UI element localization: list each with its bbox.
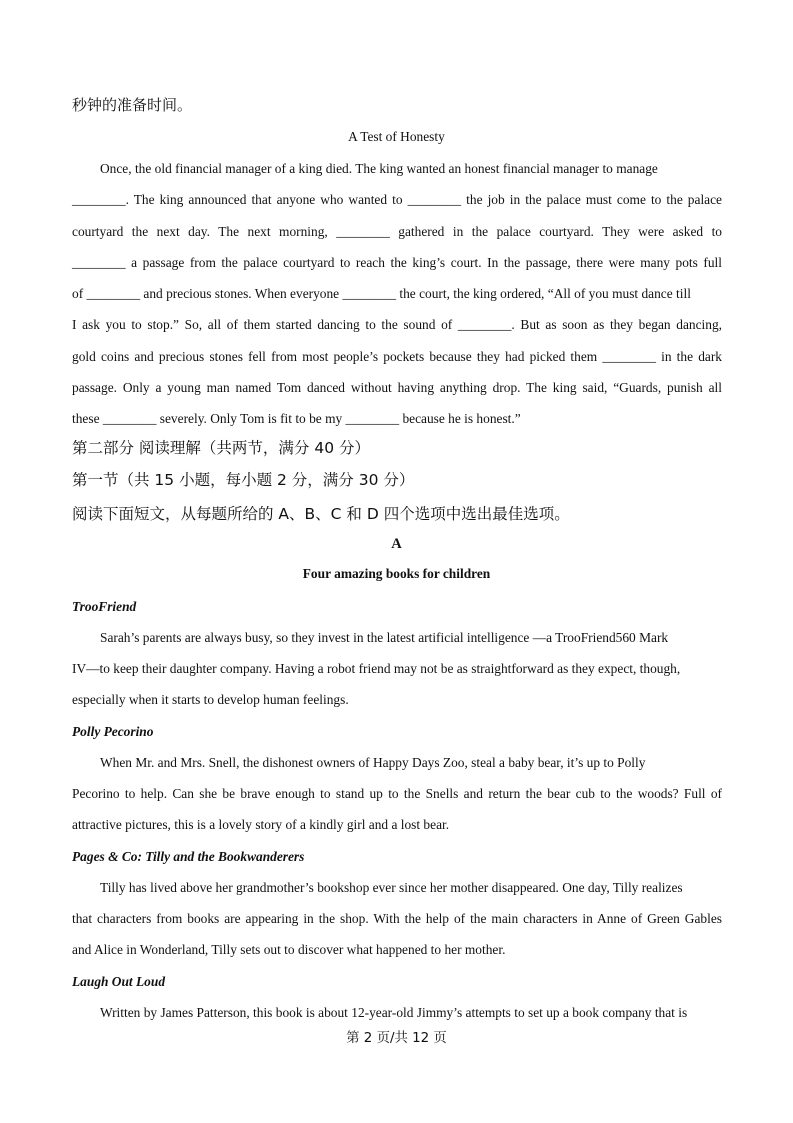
book-title: TrooFriend: [72, 599, 137, 614]
book-desc-line: especially when it starts to develop human feelings.: [72, 692, 349, 707]
book-desc-line: When Mr. and Mrs. Snell, the dishonest owners of Happy Days Zoo, steal a baby bear, it’s up to Polly: [100, 755, 646, 770]
intro-tail-text: 秒钟的准备时间。: [72, 96, 193, 114]
book-title: Polly Pecorino: [72, 724, 154, 739]
book-desc-line: that characters from books are appearing in the shop. With the help of the main characters in Anne of Green Gables: [72, 911, 722, 926]
book-desc-line: Tilly has lived above her grandmother’s bookshop ever since her mother disappeared. One day, Tilly realizes: [100, 880, 683, 895]
book-desc-line: attractive pictures, this is a lovely story of a kindly girl and a lost bear.: [72, 817, 450, 832]
book-title: Pages & Co: Tilly and the Bookwanderers: [72, 849, 305, 864]
page-footer: 第 2 页/共 12 页: [346, 1031, 447, 1046]
cloze-title: A Test of Honesty: [348, 129, 445, 144]
cloze-line: I ask you to stop.” So, all of them started dancing to the sound of ________. But as soon as they began dancing,: [72, 317, 722, 332]
cloze-line: passage. Only a young man named Tom danced without having anything drop. The king said, “Guards, punish all: [72, 380, 722, 395]
book-desc-line: and Alice in Wonderland, Tilly sets out to discover what happened to her mother.: [72, 942, 506, 957]
cloze-line: of ________ and precious stones. When everyone ________ the court, the king ordered, “All of you must dance till: [72, 286, 691, 301]
cloze-line: gold coins and precious stones fell from most people’s pockets because they had picked them ________ in the dark: [72, 349, 722, 364]
passage-title: Four amazing books for children: [302, 566, 491, 581]
book-desc-line: Sarah’s parents are always busy, so they invest in the latest artificial intelligence —a TrooFriend560 Mark: [100, 630, 669, 645]
instruction-text: 阅读下面短文，从每题所给的 A、B、C 和 D 四个选项中选出最佳选项。: [72, 505, 570, 523]
cloze-line: ________ a passage from the palace courtyard to reach the king’s court. In the passage, there were many pots full: [72, 255, 722, 270]
book-title: Laugh Out Loud: [72, 974, 166, 989]
cloze-line: these ________ severely. Only Tom is fit to be my ________ because he is honest.”: [72, 411, 521, 426]
section1-heading: 第一节（共 15 小题，每小题 2 分，满分 30 分）: [72, 471, 415, 489]
book-desc-line: IV—to keep their daughter company. Having a robot friend may not be as straightforward as they expect, though,: [72, 661, 681, 676]
cloze-line: ________. The king announced that anyone who wanted to ________ the job in the palace must come to the palace: [72, 192, 722, 207]
cloze-line: Once, the old financial manager of a king died. The king wanted an honest financial manager to manage: [100, 161, 658, 176]
book-desc-line: Written by James Patterson, this book is about 12-year-old Jimmy’s attempts to set up a book company that is: [100, 1005, 688, 1020]
part2-heading: 第二部分 阅读理解（共两节，满分 40 分）: [72, 439, 371, 457]
book-desc-line: Pecorino to help. Can she be brave enough to stand up to the Snells and return the bear cub to the woods? Full of: [72, 786, 722, 801]
passage-label: A: [391, 536, 402, 552]
cloze-line: courtyard the next day. The next morning, ________ gathered in the palace courtyard. They were asked to: [72, 224, 722, 239]
